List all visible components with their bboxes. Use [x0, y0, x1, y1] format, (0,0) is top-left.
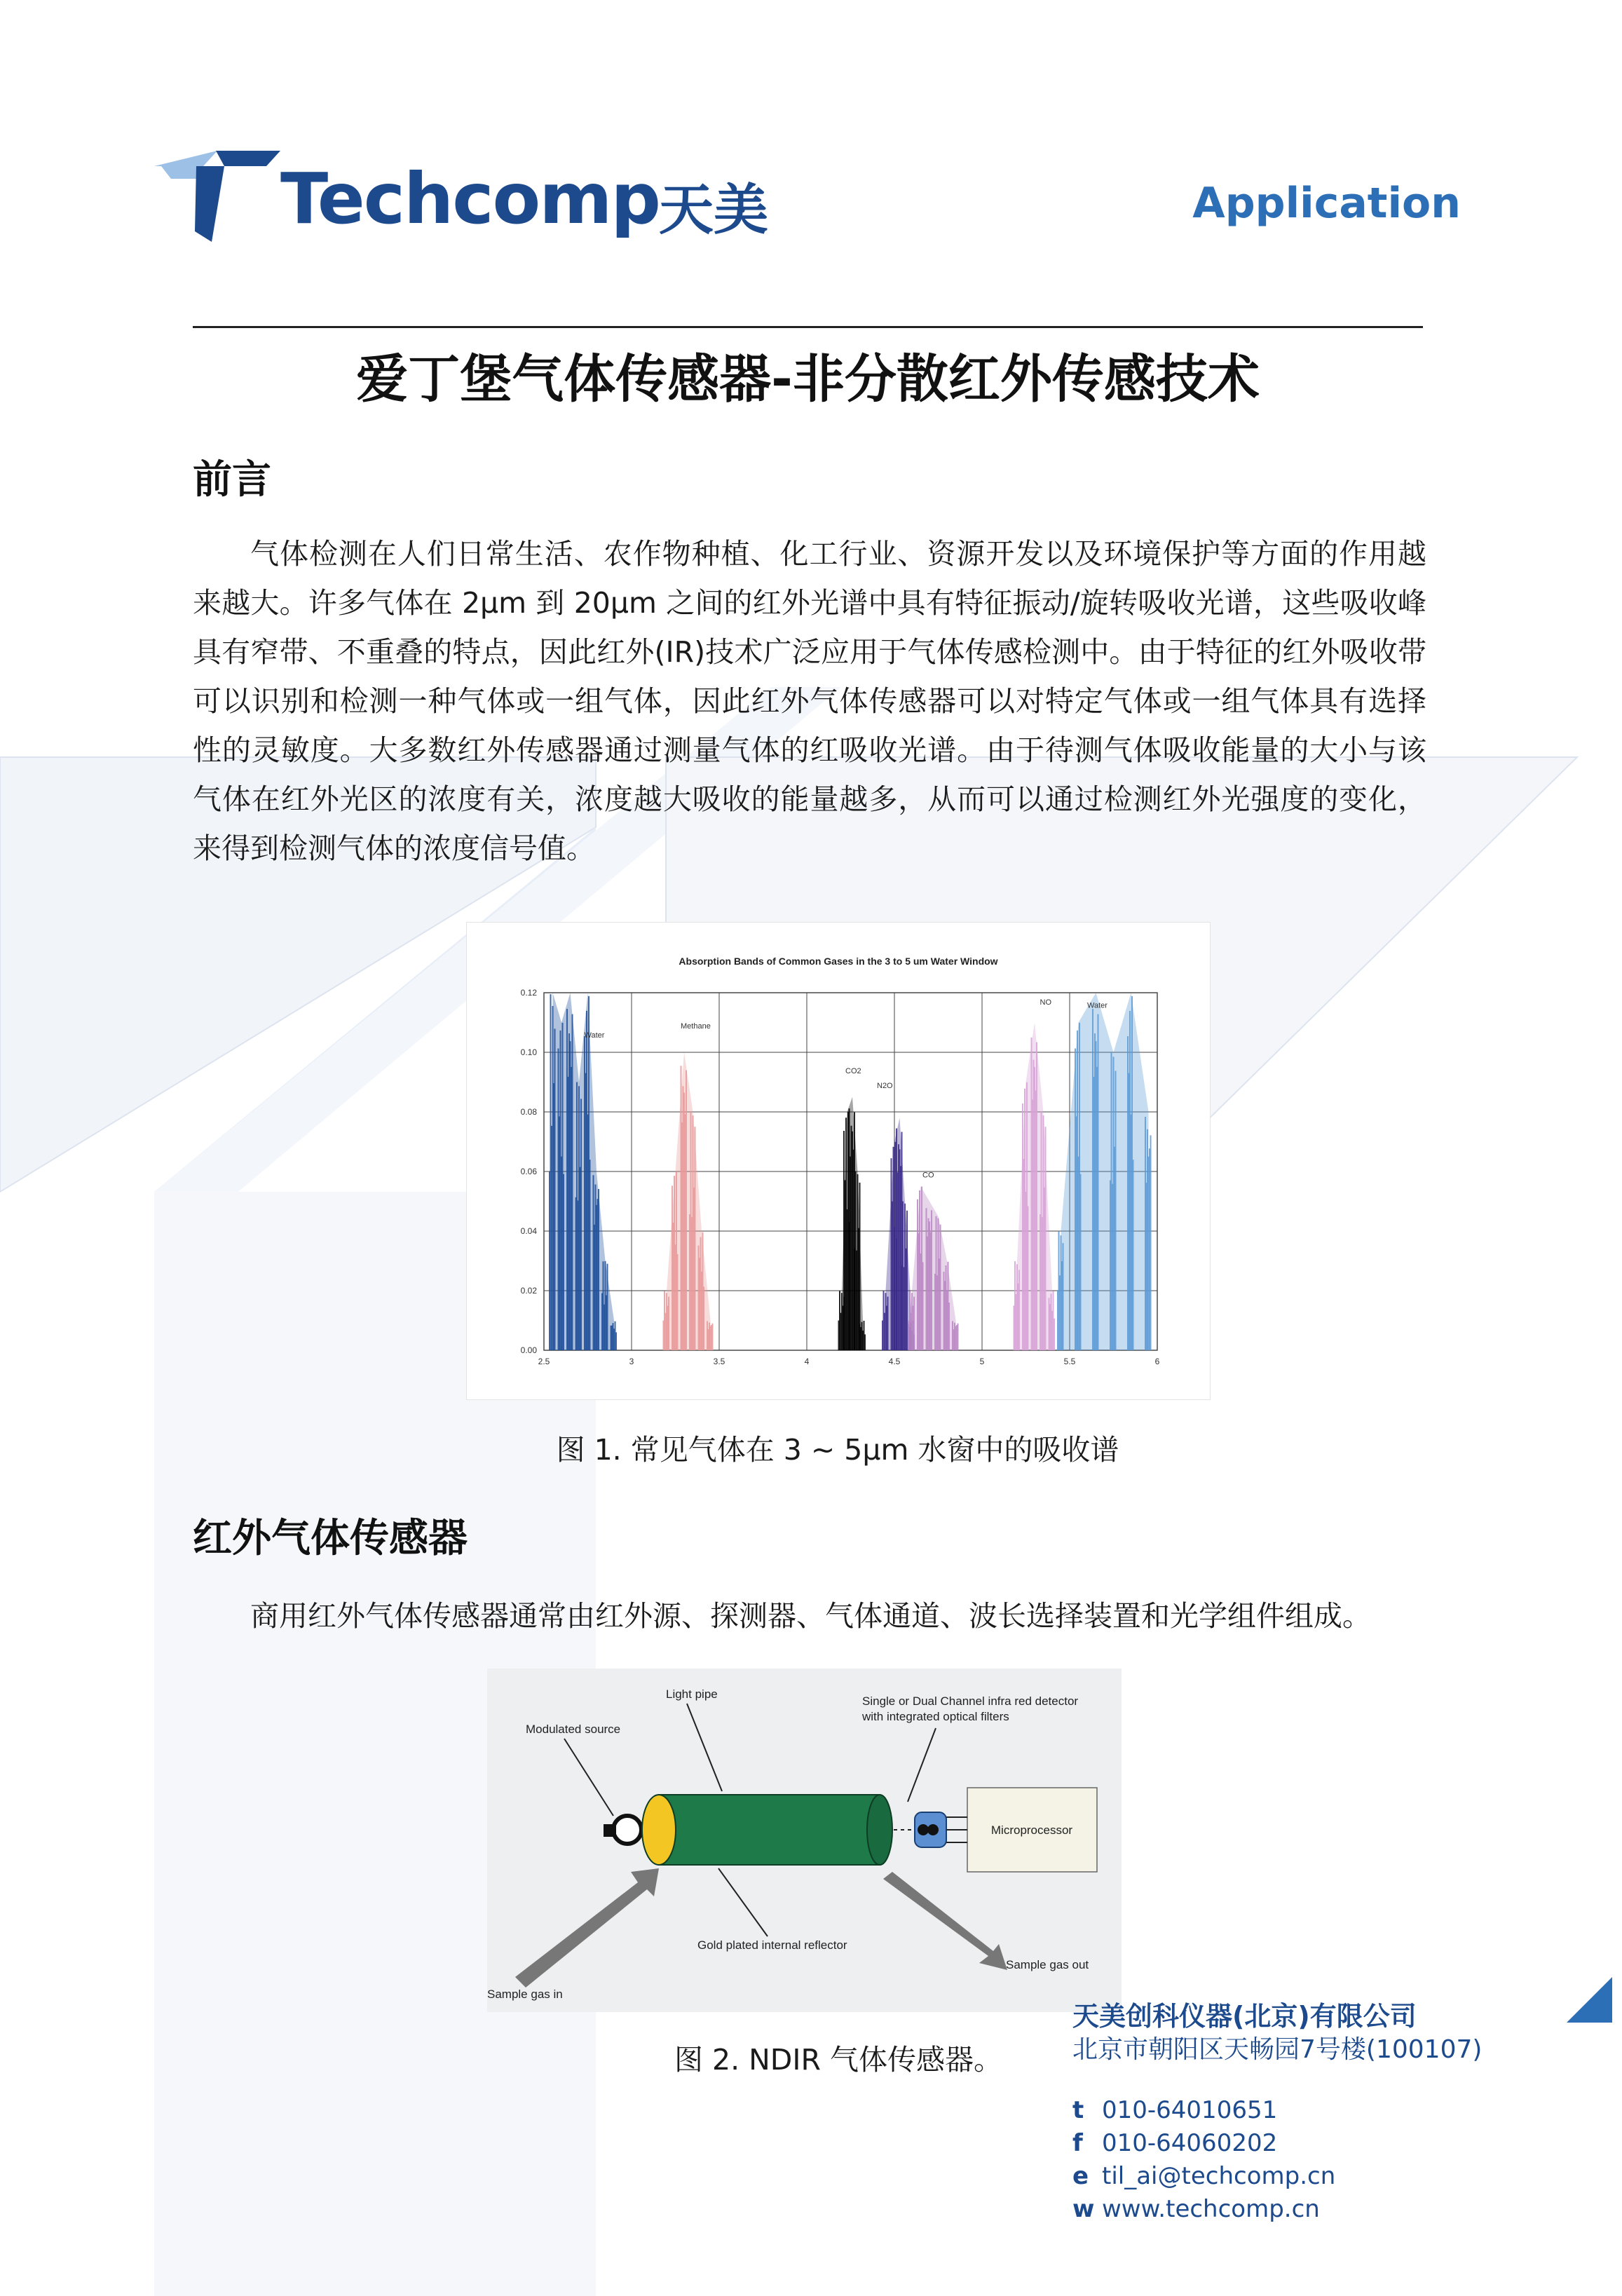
section2-heading: 红外气体传感器 — [193, 1516, 468, 1561]
series-methane-1 — [664, 1052, 713, 1350]
label-detector-line1: Single or Dual Channel infra red detector — [862, 1694, 1079, 1708]
ndir-sensor-diagram — [487, 1669, 1122, 2012]
y-tick-label: 0.12 — [520, 988, 537, 998]
contact-key-t: t — [1072, 2096, 1084, 2124]
x-tick-label: 2.5 — [538, 1357, 550, 1366]
contact-phone — [1072, 2096, 1277, 2124]
chart-annotation: NO — [1040, 998, 1051, 1007]
contact-value-e[interactable]: til_ai@techcomp.cn — [1102, 2162, 1336, 2190]
label-detector-line2: with integrated optical filters — [862, 1710, 1009, 1723]
contact-key-w: w — [1072, 2195, 1095, 2223]
figure1-chart — [466, 922, 1211, 1400]
label-light-pipe: Light pipe — [666, 1687, 718, 1701]
contact-value-w[interactable]: www.techcomp.cn — [1102, 2195, 1320, 2223]
label-reflector: Gold plated internal reflector — [697, 1938, 847, 1952]
absorption-chart — [467, 923, 1210, 1399]
contact-key-e: e — [1072, 2162, 1089, 2190]
contact-key-f: f — [1072, 2129, 1083, 2157]
x-tick-label: 6 — [1154, 1357, 1160, 1366]
source-bulb-icon — [604, 1816, 641, 1844]
page-title: 爱丁堡气体传感器-非分散红外传感技术 — [356, 349, 1260, 409]
chart-annotation: Water — [584, 1031, 605, 1040]
chart-annotation: N2O — [877, 1082, 893, 1090]
series-area — [912, 1186, 956, 1350]
contact-email[interactable] — [1072, 2162, 1335, 2190]
figure2-caption: 图 2. NDIR 气体传感器。 — [674, 2043, 1002, 2077]
chart-annotation: CO2 — [845, 1066, 861, 1075]
company-address: 北京市朝阳区天畅园7号楼(100107) — [1072, 2035, 1483, 2064]
series-co2-2 — [839, 1097, 866, 1350]
x-tick-label: 5 — [979, 1357, 985, 1366]
series-area — [1061, 993, 1149, 1350]
section1-heading: 前言 — [193, 457, 271, 503]
header-divider — [193, 326, 1423, 328]
section1-paragraph: 气体检测在人们日常生活、农作物种植、化工行业、资源开发以及环境保护等方面的作用越来越大。许多气体在 2μm 到 20μm 之间的红外光谱中具有特征振动/旋转吸收光谱，这些吸收峰具有窄带、不重叠的特点，因此红外(IR)技术广泛应用于气体传感检测中。由于特征的红外吸收带可以识别和检测一种气体或一组气体，因此红外气体传感器可以对特定气体或一组气体具有选择性的灵敏度。大多数红外传感器通过测量气体的红吸收光谱。由于待测气体吸收能量的大小与该气体在红外光区的浓度有关，浓度越大吸收的能量越多，从而可以通过检测红外光强度的变化，来得到检测气体的浓度信号值。 — [193, 537, 1426, 865]
logo-text: Techcomp — [280, 158, 660, 240]
detector-icon — [915, 1812, 946, 1847]
x-tick-label: 4 — [804, 1357, 810, 1366]
section2-paragraph: 商用红外气体传感器通常由红外源、探测器、气体通道、波长选择装置和光学组件组成。 — [250, 1599, 1371, 1633]
series-area — [1017, 1023, 1052, 1351]
x-tick-label: 5.5 — [1063, 1357, 1076, 1366]
y-tick-label: 0.06 — [520, 1167, 537, 1176]
contact-value-f: 010-64060202 — [1102, 2129, 1278, 2157]
chart-annotation: Water — [1087, 1001, 1108, 1010]
application-label: Application — [1192, 179, 1461, 228]
series-co-4 — [909, 1186, 958, 1350]
label-sample-in: Sample gas in — [487, 1988, 563, 2001]
x-tick-label: 3.5 — [713, 1357, 725, 1366]
series-no-5 — [1014, 1023, 1055, 1351]
contact-fax — [1072, 2129, 1277, 2157]
y-tick-label: 0.02 — [520, 1286, 537, 1296]
contact-website[interactable] — [1072, 2195, 1320, 2223]
company-name: 天美创科仪器(北京)有限公司 — [1072, 2001, 1417, 2032]
series-area — [667, 1052, 711, 1350]
x-tick-label: 3 — [629, 1357, 634, 1366]
light-pipe-icon — [642, 1795, 892, 1865]
label-modulated-source: Modulated source — [526, 1723, 621, 1736]
y-tick-label: 0.00 — [520, 1345, 537, 1355]
logo-mark-icon — [154, 151, 280, 242]
chart-annotation: CO — [922, 1171, 934, 1180]
techcomp-logo — [154, 151, 785, 256]
label-sample-out: Sample gas out — [1006, 1958, 1089, 1971]
y-tick-label: 0.08 — [520, 1107, 537, 1117]
contact-value-t: 010-64010651 — [1102, 2096, 1278, 2124]
series-area — [886, 1118, 913, 1351]
label-microprocessor: Microprocessor — [990, 1823, 1073, 1837]
chart-annotation: Methane — [681, 1022, 711, 1031]
series-water-6 — [1058, 993, 1151, 1350]
figure2-diagram — [487, 1669, 1122, 2012]
figure1-caption: 图 1. 常见气体在 3 ~ 5μm 水窗中的吸收谱 — [556, 1433, 1119, 1467]
x-tick-label: 4.5 — [888, 1357, 901, 1366]
y-tick-label: 0.10 — [520, 1047, 537, 1057]
y-tick-label: 0.04 — [520, 1226, 537, 1236]
logo-cn-text: 天美 — [659, 179, 769, 242]
chart-title: Absorption Bands of Common Gases in the 3 to 5 um Water Window — [679, 956, 998, 967]
